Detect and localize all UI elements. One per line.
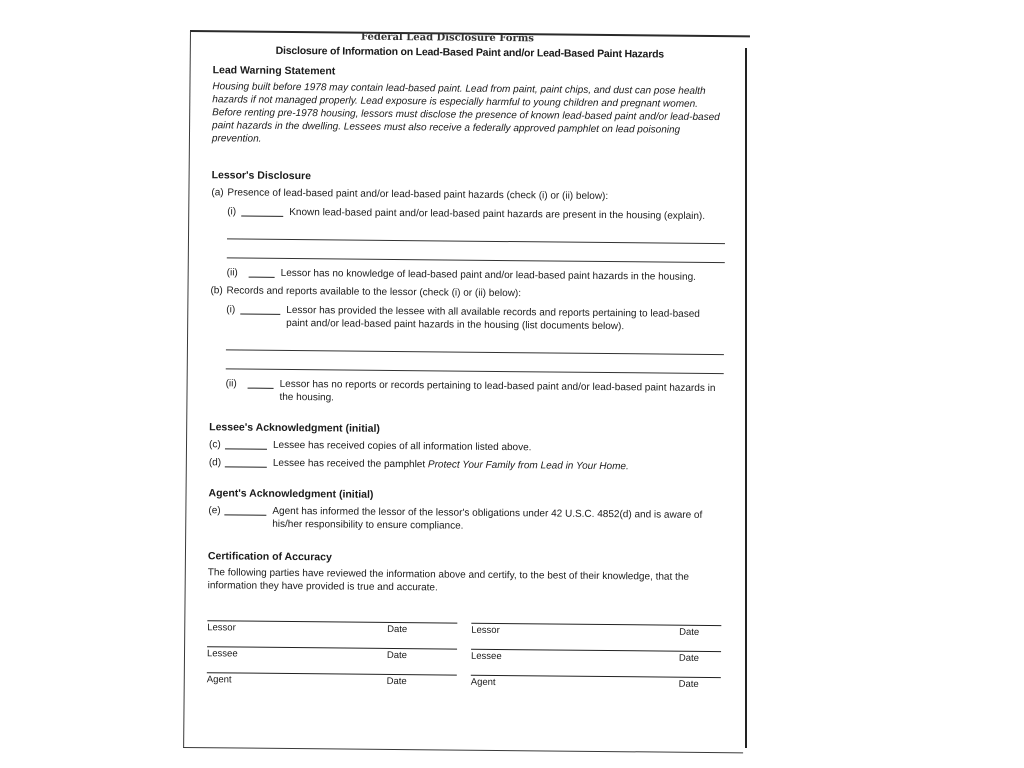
signature-label: Lessor: [471, 624, 500, 637]
signature-line[interactable]: [207, 646, 457, 668]
item-mark: (i): [226, 304, 236, 316]
checkbox-blank-a-ii[interactable]: [249, 267, 275, 278]
lessor-item-b-ii: [225, 377, 723, 408]
item-mark: (i): [227, 206, 237, 218]
item-mark: (b): [210, 285, 223, 297]
signature-label: Lessor: [207, 622, 236, 634]
item-text: Agent has informed the lessor of the lessor's obligations under 42 U.S.C. 4852(d) and is aware of his/her responsibility to ensure compliance.: [272, 505, 703, 532]
initial-blank-c[interactable]: [225, 438, 267, 449]
date-label: Date: [678, 678, 699, 690]
item-mark: (e): [208, 505, 221, 517]
cert-text: The following parties have reviewed the information above and certify, to the best of their knowledge, that the information they have provided is true and accurate.: [207, 567, 690, 594]
item-text: Lessor has no knowledge of lead-based paint and/or lead-based paint hazards in the housing.: [280, 267, 696, 283]
checkbox-blank-b-ii[interactable]: [248, 378, 274, 389]
item-text-plain: Lessee has received the pamphlet: [272, 457, 428, 471]
item-mark: (d): [208, 457, 222, 469]
lessor-item-a-ii: [227, 266, 725, 284]
lessee-item-c: [209, 438, 723, 456]
checkbox-blank-b-i[interactable]: [240, 303, 280, 314]
item-text: Known lead-based paint and/or lead-based paint hazards are present in the housing (explain).: [289, 206, 706, 222]
lessor-item-a-i: [227, 205, 725, 223]
explain-line-2[interactable]: [227, 245, 725, 263]
initial-blank-d[interactable]: [225, 456, 267, 467]
item-mark: (ii): [225, 378, 237, 390]
warning-heading: Lead Warning Statement: [212, 64, 336, 78]
item-text: Lessor has provided the lessee with all available records and reports pertaining to lead-based paint and/or lead-based paint hazards in the housing (list documents below).: [286, 304, 700, 333]
signature-label: Agent: [470, 676, 496, 688]
item-text: Lessor has no reports or records pertaining to lead-based paint and/or lead-based paint hazards in the housing.: [279, 378, 716, 404]
explain-line-1[interactable]: [227, 226, 725, 244]
signature-label: Lessee: [470, 650, 502, 663]
checkbox-blank-a-i[interactable]: [241, 206, 283, 217]
item-mark: (c): [208, 439, 221, 451]
agent-heading: Agent's Acknowledgment (initial): [208, 487, 374, 501]
signature-line[interactable]: [207, 620, 457, 642]
form-title: Disclosure of Information on Lead-Based Paint and/or Lead-Based Paint Hazards: [275, 44, 665, 61]
lessor-item-b-i: [226, 303, 724, 334]
documents-line-2[interactable]: [226, 356, 724, 374]
date-label: Date: [679, 626, 700, 638]
lessor-item-a: [211, 186, 725, 204]
cert-heading: Certification of Accuracy: [207, 550, 332, 564]
signature-label: Lessee: [206, 648, 238, 660]
signature-line[interactable]: [471, 649, 721, 671]
date-label: Date: [386, 649, 408, 662]
item-text: Lessee has received copies of all information listed above.: [272, 439, 532, 454]
signature-line[interactable]: [471, 675, 721, 697]
lessee-heading: Lessee's Acknowledgment (initial): [209, 421, 380, 435]
signature-row-lessee: [207, 646, 721, 671]
date-label: Date: [678, 652, 700, 664]
lessee-item-d: [209, 456, 723, 474]
form-content: [207, 38, 727, 703]
item-mark: (a): [211, 187, 224, 199]
agent-item-e: [208, 504, 722, 535]
signature-line[interactable]: [471, 623, 721, 645]
pamphlet-title: Protect Your Family from Lead in Your Home.: [427, 459, 629, 473]
date-label: Date: [386, 675, 407, 688]
initial-blank-e[interactable]: [224, 504, 266, 515]
signature-grid: [207, 620, 722, 697]
signature-row-agent: [207, 672, 721, 697]
lessor-item-b: [210, 284, 724, 302]
warning-body: Housing built before 1978 may contain lead-based paint. Lead from paint, paint chips, and dust can pose health hazards if not managed properly. Lead exposure is especially harmful to young children and pregnant women. Before renting pre-1978 housing, lessors must disclose the presence of known lead-based paint and/or lead-based paint hazards in the dwelling. Lessees must also receive a federally approved pamphlet on lead poisoning prevention.: [211, 81, 720, 145]
date-label: Date: [387, 623, 408, 636]
item-mark: (ii): [226, 267, 238, 279]
documents-line-1[interactable]: [226, 337, 724, 355]
item-text: Records and reports available to the lessor (check (i) or (ii) below):: [226, 285, 522, 300]
signature-line[interactable]: [207, 672, 457, 694]
scan-note: Federal Lead Disclosure Forms: [360, 31, 535, 45]
item-text: Presence of lead-based paint and/or lead-based paint hazards (check (i) or (ii) below):: [227, 187, 609, 203]
signature-label: Agent: [206, 674, 232, 686]
lessor-heading: Lessor's Disclosure: [211, 169, 312, 183]
disclosure-form-page: [183, 30, 750, 753]
item-text: [273, 457, 629, 473]
signature-row-lessor: [207, 620, 721, 645]
